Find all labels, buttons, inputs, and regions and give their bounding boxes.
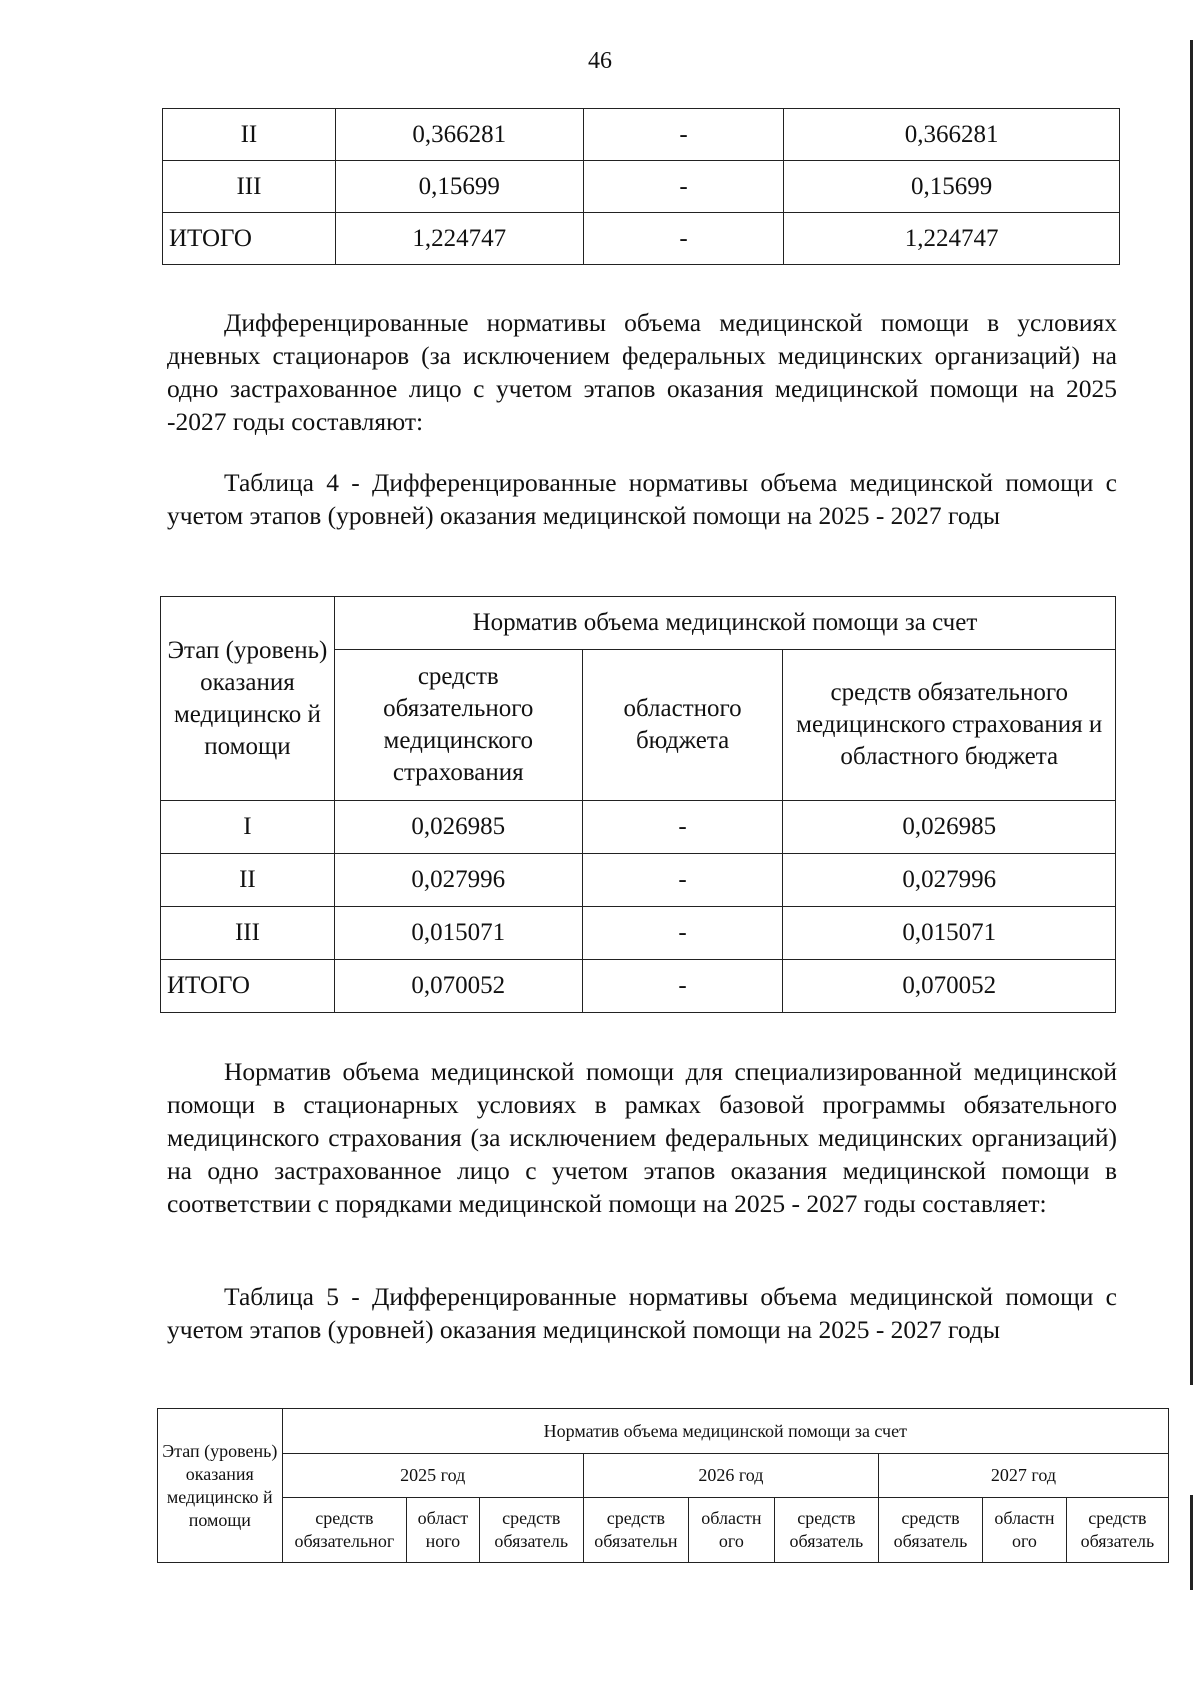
col-header-oms-2025: средств обязательног xyxy=(282,1498,407,1563)
year-header-2026: 2026 год xyxy=(583,1454,878,1498)
value-cell: - xyxy=(583,109,784,161)
col-header-oms-budget-2025: средств обязатель xyxy=(479,1498,583,1563)
value-cell: 0,15699 xyxy=(784,161,1120,213)
page-number: 46 xyxy=(588,48,612,74)
stage-cell: ИТОГО xyxy=(161,960,335,1013)
value-cell: 0,070052 xyxy=(334,960,582,1013)
stage-header: Этап (уровень) оказания медицинско й помощи xyxy=(158,1409,283,1563)
table-5-caption: Таблица 5 - Дифференцированные нормативы объема медицинской помощи с учетом этапов (уровней) оказания медицинской помощи на 2025 - 2027 годы xyxy=(167,1282,1117,1344)
table-continuation xyxy=(162,108,1120,265)
value-cell: - xyxy=(582,801,783,854)
paragraph-day-hospital: Дифференцированные нормативы объема медицинской помощи в условиях дневных стационаров (за исключением федеральных медицинских организаций) на одно застрахованное лицо с учетом этапов оказания медицинской помощи на 2025 -2027 годы составляют: xyxy=(167,308,1117,436)
table-row xyxy=(161,801,1116,854)
value-cell: 1,224747 xyxy=(784,213,1120,265)
stage-cell: II xyxy=(161,854,335,907)
value-cell: 0,015071 xyxy=(783,907,1116,960)
stage-cell: II xyxy=(163,109,336,161)
value-cell: 0,015071 xyxy=(334,907,582,960)
table-header-row xyxy=(158,1409,1169,1454)
year-header-2025: 2025 год xyxy=(282,1454,583,1498)
value-cell: 0,027996 xyxy=(334,854,582,907)
col-header-oms-2027: средств обязатель xyxy=(878,1498,982,1563)
value-cell: - xyxy=(582,854,783,907)
col-header-budget-2026: областн ого xyxy=(688,1498,774,1563)
stage-cell: III xyxy=(163,161,336,213)
value-cell: - xyxy=(582,907,783,960)
value-cell: 0,026985 xyxy=(334,801,582,854)
value-cell: 0,070052 xyxy=(783,960,1116,1013)
value-cell: 0,026985 xyxy=(783,801,1116,854)
value-cell: 0,366281 xyxy=(335,109,583,161)
stage-cell: ИТОГО xyxy=(163,213,336,265)
value-cell: - xyxy=(582,960,783,1013)
table-row xyxy=(163,213,1120,265)
col-header-budget-2027: областн ого xyxy=(983,1498,1067,1563)
value-cell: 0,027996 xyxy=(783,854,1116,907)
value-cell: 0,366281 xyxy=(784,109,1120,161)
col-header-oms-and-budget: средств обязательного медицинского страхования и областного бюджета xyxy=(783,650,1116,801)
table-row xyxy=(161,907,1116,960)
col-header-oms-budget-2027: средств обязатель xyxy=(1066,1498,1168,1563)
col-header-oms-budget-2026: средств обязатель xyxy=(774,1498,878,1563)
scan-edge-mark-top xyxy=(1190,40,1193,1385)
col-header-budget-2025: област ного xyxy=(407,1498,480,1563)
table-header-row xyxy=(158,1454,1169,1498)
paragraph-inpatient: Норматив объема медицинской помощи для специализированной медицинской помощи в стационарных условиях в рамках базовой программы обязательного медицинского страхования (за исключением федеральных медицинских организаций) на одно застрахованное лицо с учетом этапов оказания медицинской помощи в соответствии с порядками медицинской помощи на 2025 - 2027 годы составляет: xyxy=(167,1057,1117,1218)
group-header: Норматив объема медицинской помощи за счет xyxy=(334,597,1115,650)
stage-header: Этап (уровень) оказания медицинско й помощи xyxy=(161,597,335,801)
col-header-oms: средств обязательного медицинского страхования xyxy=(334,650,582,801)
table-row xyxy=(163,109,1120,161)
value-cell: - xyxy=(583,161,784,213)
stage-cell: I xyxy=(161,801,335,854)
value-cell: 1,224747 xyxy=(335,213,583,265)
scan-edge-mark-bottom xyxy=(1190,1495,1193,1590)
col-header-regional-budget: областного бюджета xyxy=(582,650,783,801)
table-header-row xyxy=(161,597,1116,650)
value-cell: - xyxy=(583,213,784,265)
value-cell: 0,15699 xyxy=(335,161,583,213)
table-5 xyxy=(157,1408,1169,1563)
stage-cell: III xyxy=(161,907,335,960)
table-4-caption: Таблица 4 - Дифференцированные нормативы объема медицинской помощи с учетом этапов (уровней) оказания медицинской помощи на 2025 - 2027 годы xyxy=(167,468,1117,530)
group-header: Норматив объема медицинской помощи за счет xyxy=(282,1409,1168,1454)
table-row xyxy=(161,854,1116,907)
table-header-row xyxy=(158,1498,1169,1563)
col-header-oms-2026: средств обязательн xyxy=(583,1498,688,1563)
table-row xyxy=(163,161,1120,213)
table-row xyxy=(161,960,1116,1013)
table-4 xyxy=(160,596,1116,1013)
year-header-2027: 2027 год xyxy=(878,1454,1168,1498)
